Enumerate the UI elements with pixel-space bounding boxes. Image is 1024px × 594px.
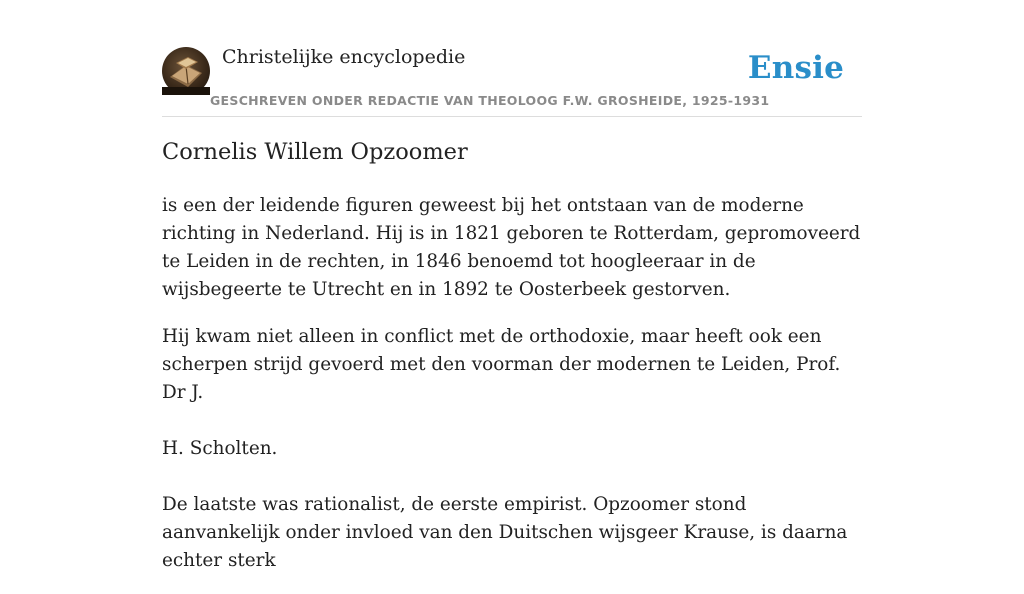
site-name[interactable]: Christelijke encyclopedie	[222, 46, 466, 68]
site-header	[162, 46, 862, 117]
encyclopedia-avatar[interactable]	[162, 47, 210, 95]
article-paragraph: De laatste was rationalist, de eerste empirist. Opzoomer stond aanvankelijk onder invloed van den Duitschen wijsgeer Krause, is daarna echter sterk	[162, 494, 848, 571]
article-paragraph: H. Scholten.	[162, 438, 278, 459]
page-container	[162, 0, 862, 571]
site-tagline: GESCHREVEN ONDER REDACTIE VAN THEOLOOG F.W. GROSHEIDE, 1925-1931	[210, 93, 770, 108]
brand-logo[interactable]: Ensie	[747, 50, 844, 86]
book-photo-icon	[162, 47, 210, 95]
article-paragraph: is een der leidende figuren geweest bij het ontstaan van de moderne richting in Nederland. Hij is in 1821 geboren te Rotterdam, gepromoveerd te Leiden in de rechten, in 1846 benoemd tot hoogleeraar in de wijsbegeerte te Utrecht en in 1892 te Oosterbeek gestorven.	[162, 195, 861, 300]
article-body	[162, 192, 862, 594]
article-paragraph: Hij kwam niet alleen in conflict met de orthodoxie, maar heeft ook een scherpen strijd gevoerd met den voorman der modernen te Leiden, Prof. Dr J.	[162, 326, 841, 403]
article-title: Cornelis Willem Opzoomer	[162, 139, 468, 165]
